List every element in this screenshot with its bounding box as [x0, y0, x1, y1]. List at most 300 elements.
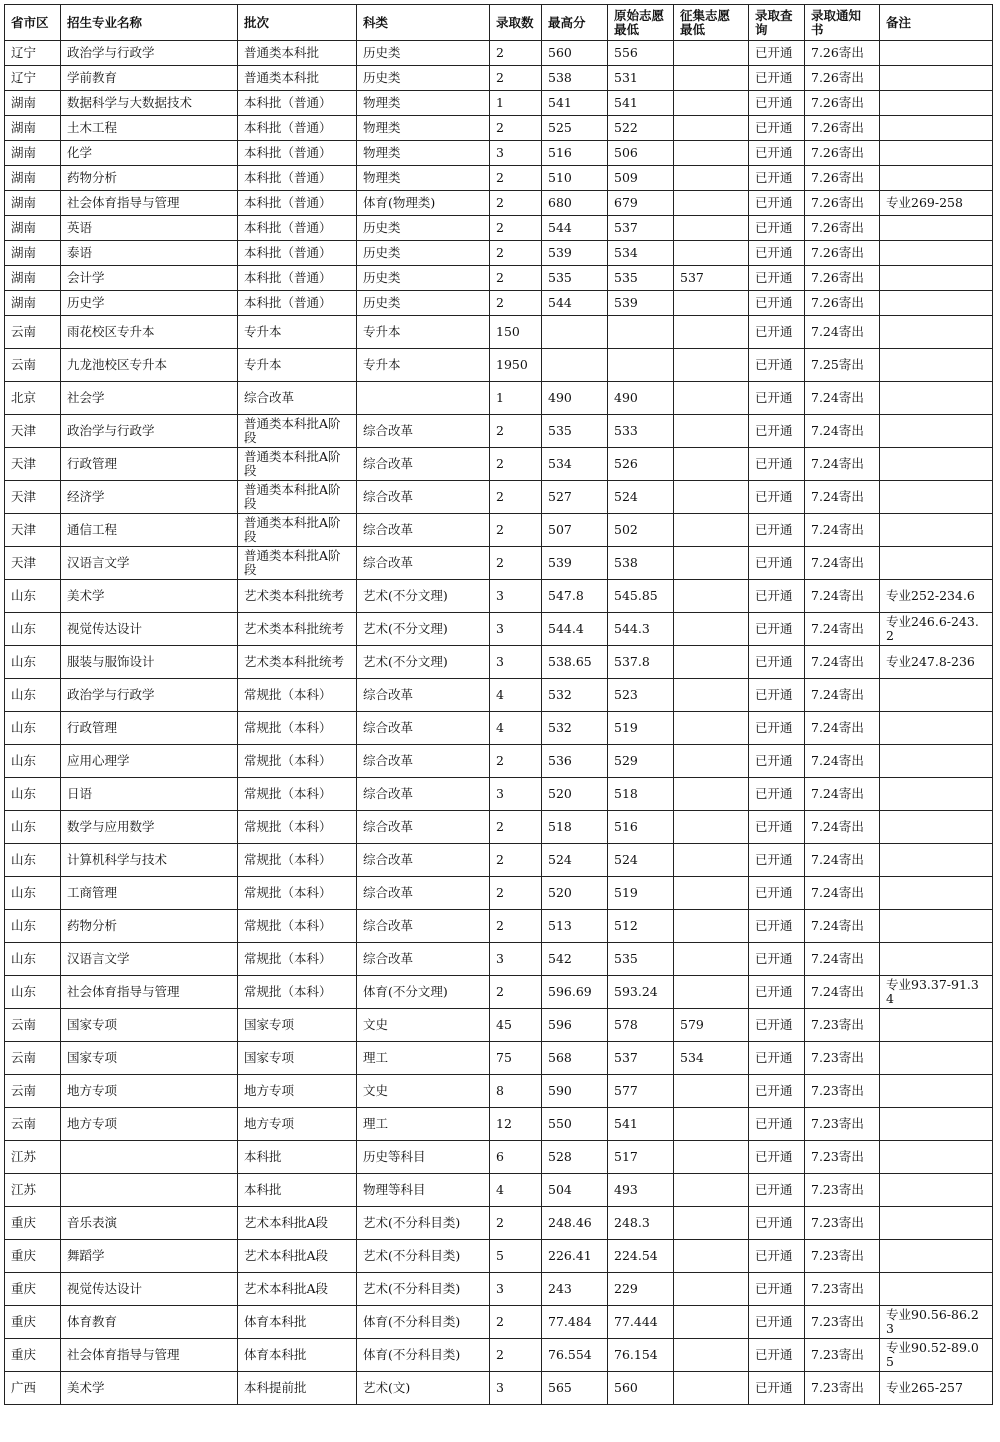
cell-query-status: 已开通 [749, 811, 805, 844]
table-row [5, 291, 993, 316]
header-remark: 备注 [880, 5, 993, 41]
cell-query-status: 已开通 [749, 943, 805, 976]
cell-supplementary-min [674, 191, 749, 216]
cell-max-score: 544.4 [542, 613, 608, 646]
header-major: 招生专业名称 [61, 5, 238, 41]
cell-notice-status: 7.24寄出 [805, 514, 880, 547]
cell-supplementary-min [674, 382, 749, 415]
cell-batch: 艺术类本科批统考 [238, 613, 357, 646]
table-row [5, 66, 993, 91]
cell-max-score: 516 [542, 141, 608, 166]
cell-province: 天津 [5, 547, 61, 580]
cell-supplementary-min [674, 1306, 749, 1339]
cell-batch: 常规批（本科） [238, 910, 357, 943]
cell-major: 体育教育 [61, 1306, 238, 1339]
cell-province: 山东 [5, 910, 61, 943]
table-row [5, 547, 993, 580]
table-row [5, 943, 993, 976]
cell-max-score: 568 [542, 1042, 608, 1075]
table-row [5, 811, 993, 844]
cell-province: 湖南 [5, 241, 61, 266]
cell-category: 历史类 [357, 291, 490, 316]
table-row [5, 481, 993, 514]
cell-remark: 专业246.6-243.2 [880, 613, 993, 646]
cell-notice-status: 7.26寄出 [805, 116, 880, 141]
cell-original-min: 524 [608, 844, 674, 877]
cell-query-status: 已开通 [749, 778, 805, 811]
cell-remark [880, 778, 993, 811]
cell-major: 药物分析 [61, 910, 238, 943]
cell-max-score: 528 [542, 1141, 608, 1174]
cell-max-score: 243 [542, 1273, 608, 1306]
cell-admitted: 2 [490, 844, 542, 877]
cell-major: 应用心理学 [61, 745, 238, 778]
cell-remark [880, 844, 993, 877]
cell-query-status: 已开通 [749, 1372, 805, 1405]
cell-notice-status: 7.26寄出 [805, 241, 880, 266]
cell-remark [880, 811, 993, 844]
cell-query-status: 已开通 [749, 1042, 805, 1075]
cell-admitted: 3 [490, 943, 542, 976]
cell-supplementary-min [674, 811, 749, 844]
cell-batch: 体育本科批 [238, 1306, 357, 1339]
cell-query-status: 已开通 [749, 349, 805, 382]
cell-max-score [542, 316, 608, 349]
cell-supplementary-min [674, 1273, 749, 1306]
cell-admitted: 1 [490, 91, 542, 116]
cell-major: 地方专项 [61, 1108, 238, 1141]
cell-query-status: 已开通 [749, 580, 805, 613]
cell-admitted: 8 [490, 1075, 542, 1108]
cell-supplementary-min [674, 448, 749, 481]
cell-supplementary-min [674, 116, 749, 141]
table-row [5, 679, 993, 712]
cell-major: 化学 [61, 141, 238, 166]
header-province: 省市区 [5, 5, 61, 41]
cell-max-score: 535 [542, 266, 608, 291]
cell-max-score: 507 [542, 514, 608, 547]
cell-admitted: 3 [490, 613, 542, 646]
cell-batch: 本科批（普通） [238, 241, 357, 266]
cell-original-min: 522 [608, 116, 674, 141]
cell-admitted: 3 [490, 1273, 542, 1306]
cell-original-min: 224.54 [608, 1240, 674, 1273]
table-row [5, 216, 993, 241]
cell-notice-status: 7.24寄出 [805, 316, 880, 349]
cell-remark [880, 1240, 993, 1273]
table-body [5, 41, 993, 1405]
cell-province: 湖南 [5, 191, 61, 216]
cell-original-min: 539 [608, 291, 674, 316]
cell-batch: 普通类本科批A阶段 [238, 514, 357, 547]
cell-max-score: 680 [542, 191, 608, 216]
cell-batch: 本科批 [238, 1174, 357, 1207]
cell-category: 物理类 [357, 91, 490, 116]
cell-notice-status: 7.26寄出 [805, 91, 880, 116]
cell-supplementary-min [674, 745, 749, 778]
cell-major: 汉语言文学 [61, 547, 238, 580]
cell-admitted: 2 [490, 166, 542, 191]
cell-category: 历史类 [357, 266, 490, 291]
cell-major: 汉语言文学 [61, 943, 238, 976]
cell-remark [880, 141, 993, 166]
cell-max-score: 550 [542, 1108, 608, 1141]
cell-supplementary-min: 534 [674, 1042, 749, 1075]
cell-original-min: 502 [608, 514, 674, 547]
cell-province: 山东 [5, 811, 61, 844]
cell-province: 山东 [5, 943, 61, 976]
cell-category: 历史类 [357, 216, 490, 241]
cell-batch: 专升本 [238, 349, 357, 382]
cell-original-min: 556 [608, 41, 674, 66]
cell-major: 数据科学与大数据技术 [61, 91, 238, 116]
cell-notice-status: 7.24寄出 [805, 448, 880, 481]
cell-remark: 专业252-234.6 [880, 580, 993, 613]
header-query-status: 录取查询 [749, 5, 805, 41]
cell-remark [880, 448, 993, 481]
cell-major: 行政管理 [61, 712, 238, 745]
table-row [5, 778, 993, 811]
cell-notice-status: 7.23寄出 [805, 1141, 880, 1174]
cell-max-score: 538.65 [542, 646, 608, 679]
cell-admitted: 75 [490, 1042, 542, 1075]
cell-notice-status: 7.23寄出 [805, 1240, 880, 1273]
cell-batch: 综合改革 [238, 382, 357, 415]
cell-max-score: 544 [542, 216, 608, 241]
cell-supplementary-min [674, 1108, 749, 1141]
cell-notice-status: 7.24寄出 [805, 679, 880, 712]
cell-max-score: 544 [542, 291, 608, 316]
table-row [5, 1042, 993, 1075]
cell-supplementary-min [674, 66, 749, 91]
cell-admitted: 2 [490, 266, 542, 291]
cell-province: 湖南 [5, 266, 61, 291]
cell-original-min: 516 [608, 811, 674, 844]
cell-major: 社会体育指导与管理 [61, 1339, 238, 1372]
cell-supplementary-min [674, 877, 749, 910]
cell-admitted: 2 [490, 745, 542, 778]
cell-query-status: 已开通 [749, 291, 805, 316]
cell-max-score: 590 [542, 1075, 608, 1108]
cell-original-min: 518 [608, 778, 674, 811]
cell-category: 文史 [357, 1075, 490, 1108]
table-row [5, 141, 993, 166]
cell-category: 理工 [357, 1108, 490, 1141]
table-row [5, 316, 993, 349]
cell-major: 会计学 [61, 266, 238, 291]
cell-remark [880, 745, 993, 778]
cell-supplementary-min [674, 349, 749, 382]
cell-supplementary-min [674, 712, 749, 745]
table-row [5, 580, 993, 613]
cell-province: 辽宁 [5, 41, 61, 66]
cell-province: 江苏 [5, 1174, 61, 1207]
table-row [5, 1240, 993, 1273]
cell-province: 辽宁 [5, 66, 61, 91]
cell-province: 江苏 [5, 1141, 61, 1174]
cell-province: 湖南 [5, 216, 61, 241]
cell-major: 行政管理 [61, 448, 238, 481]
cell-province: 山东 [5, 580, 61, 613]
table-row [5, 415, 993, 448]
cell-major [61, 1174, 238, 1207]
cell-notice-status: 7.24寄出 [805, 382, 880, 415]
cell-batch: 体育本科批 [238, 1339, 357, 1372]
cell-admitted: 2 [490, 191, 542, 216]
cell-remark [880, 116, 993, 141]
cell-max-score: 539 [542, 241, 608, 266]
cell-query-status: 已开通 [749, 316, 805, 349]
cell-max-score: 536 [542, 745, 608, 778]
cell-admitted: 2 [490, 910, 542, 943]
cell-province: 云南 [5, 1075, 61, 1108]
cell-admitted: 1 [490, 382, 542, 415]
cell-category: 艺术(不分文理) [357, 613, 490, 646]
cell-province: 湖南 [5, 116, 61, 141]
cell-category: 综合改革 [357, 778, 490, 811]
cell-notice-status: 7.24寄出 [805, 646, 880, 679]
cell-original-min: 541 [608, 91, 674, 116]
cell-notice-status: 7.24寄出 [805, 547, 880, 580]
cell-province: 重庆 [5, 1207, 61, 1240]
cell-province: 云南 [5, 349, 61, 382]
cell-admitted: 2 [490, 481, 542, 514]
cell-batch: 地方专项 [238, 1108, 357, 1141]
cell-batch: 常规批（本科） [238, 943, 357, 976]
cell-supplementary-min [674, 910, 749, 943]
cell-max-score: 77.484 [542, 1306, 608, 1339]
cell-notice-status: 7.23寄出 [805, 1339, 880, 1372]
cell-admitted: 2 [490, 877, 542, 910]
cell-original-min: 529 [608, 745, 674, 778]
cell-admitted: 2 [490, 216, 542, 241]
cell-notice-status: 7.23寄出 [805, 1372, 880, 1405]
cell-notice-status: 7.23寄出 [805, 1009, 880, 1042]
cell-max-score: 538 [542, 66, 608, 91]
table-row [5, 1339, 993, 1372]
cell-supplementary-min: 579 [674, 1009, 749, 1042]
cell-original-min: 534 [608, 241, 674, 266]
cell-category: 综合改革 [357, 877, 490, 910]
cell-province: 云南 [5, 1042, 61, 1075]
cell-major: 数学与应用数学 [61, 811, 238, 844]
cell-query-status: 已开通 [749, 382, 805, 415]
cell-category: 专升本 [357, 349, 490, 382]
cell-major [61, 1141, 238, 1174]
cell-max-score: 524 [542, 844, 608, 877]
cell-admitted: 2 [490, 241, 542, 266]
cell-batch: 本科批（普通） [238, 91, 357, 116]
table-row [5, 1009, 993, 1042]
cell-notice-status: 7.26寄出 [805, 191, 880, 216]
cell-notice-status: 7.24寄出 [805, 745, 880, 778]
cell-category: 历史等科目 [357, 1141, 490, 1174]
cell-major: 经济学 [61, 481, 238, 514]
cell-admitted: 6 [490, 1141, 542, 1174]
cell-province: 天津 [5, 415, 61, 448]
cell-notice-status: 7.26寄出 [805, 41, 880, 66]
cell-province: 湖南 [5, 91, 61, 116]
cell-category: 综合改革 [357, 679, 490, 712]
cell-category [357, 382, 490, 415]
cell-query-status: 已开通 [749, 166, 805, 191]
cell-major: 视觉传达设计 [61, 1273, 238, 1306]
cell-category: 艺术(不分文理) [357, 646, 490, 679]
cell-batch: 艺术类本科批统考 [238, 646, 357, 679]
cell-query-status: 已开通 [749, 646, 805, 679]
header-notice-status: 录取通知书 [805, 5, 880, 41]
table-row [5, 1372, 993, 1405]
cell-notice-status: 7.25寄出 [805, 349, 880, 382]
cell-remark [880, 241, 993, 266]
cell-category: 综合改革 [357, 943, 490, 976]
cell-original-min: 538 [608, 547, 674, 580]
cell-max-score: 525 [542, 116, 608, 141]
cell-category: 综合改革 [357, 481, 490, 514]
cell-supplementary-min [674, 1174, 749, 1207]
cell-max-score: 547.8 [542, 580, 608, 613]
cell-province: 山东 [5, 877, 61, 910]
table-row [5, 116, 993, 141]
cell-major: 日语 [61, 778, 238, 811]
cell-supplementary-min [674, 415, 749, 448]
cell-batch: 普通类本科批 [238, 41, 357, 66]
cell-category: 综合改革 [357, 712, 490, 745]
cell-batch: 常规批（本科） [238, 976, 357, 1009]
cell-major: 学前教育 [61, 66, 238, 91]
cell-query-status: 已开通 [749, 66, 805, 91]
cell-remark: 专业265-257 [880, 1372, 993, 1405]
cell-max-score: 504 [542, 1174, 608, 1207]
cell-province: 山东 [5, 646, 61, 679]
cell-category: 历史类 [357, 41, 490, 66]
cell-max-score: 565 [542, 1372, 608, 1405]
table-row [5, 382, 993, 415]
cell-supplementary-min [674, 514, 749, 547]
cell-category: 文史 [357, 1009, 490, 1042]
cell-max-score: 541 [542, 91, 608, 116]
cell-province: 湖南 [5, 141, 61, 166]
cell-major: 药物分析 [61, 166, 238, 191]
cell-supplementary-min [674, 580, 749, 613]
cell-supplementary-min [674, 91, 749, 116]
table-row [5, 1174, 993, 1207]
cell-original-min: 490 [608, 382, 674, 415]
cell-query-status: 已开通 [749, 613, 805, 646]
cell-original-min: 537.8 [608, 646, 674, 679]
cell-query-status: 已开通 [749, 712, 805, 745]
table-row [5, 745, 993, 778]
cell-query-status: 已开通 [749, 679, 805, 712]
cell-admitted: 2 [490, 291, 542, 316]
cell-batch: 本科提前批 [238, 1372, 357, 1405]
cell-notice-status: 7.23寄出 [805, 1207, 880, 1240]
cell-admitted: 2 [490, 1339, 542, 1372]
cell-category: 艺术(不分文理) [357, 580, 490, 613]
cell-original-min: 229 [608, 1273, 674, 1306]
cell-supplementary-min [674, 547, 749, 580]
table-row [5, 646, 993, 679]
cell-batch: 普通类本科批A阶段 [238, 448, 357, 481]
cell-major: 通信工程 [61, 514, 238, 547]
cell-admitted: 2 [490, 41, 542, 66]
cell-original-min: 512 [608, 910, 674, 943]
cell-supplementary-min [674, 943, 749, 976]
cell-category: 物理类 [357, 141, 490, 166]
cell-remark: 专业90.52-89.05 [880, 1339, 993, 1372]
cell-admitted: 3 [490, 1372, 542, 1405]
cell-province: 云南 [5, 1108, 61, 1141]
cell-original-min: 526 [608, 448, 674, 481]
cell-query-status: 已开通 [749, 1009, 805, 1042]
table-row [5, 514, 993, 547]
cell-original-min: 541 [608, 1108, 674, 1141]
table-row [5, 712, 993, 745]
cell-max-score: 596.69 [542, 976, 608, 1009]
cell-notice-status: 7.23寄出 [805, 1273, 880, 1306]
cell-supplementary-min [674, 241, 749, 266]
cell-major: 政治学与行政学 [61, 41, 238, 66]
cell-province: 重庆 [5, 1306, 61, 1339]
cell-query-status: 已开通 [749, 976, 805, 1009]
cell-admitted: 150 [490, 316, 542, 349]
cell-major: 历史学 [61, 291, 238, 316]
cell-max-score: 596 [542, 1009, 608, 1042]
cell-batch: 艺术类本科批统考 [238, 580, 357, 613]
cell-batch: 普通类本科批A阶段 [238, 547, 357, 580]
cell-supplementary-min [674, 613, 749, 646]
header-supplementary-min: 征集志愿最低 [674, 5, 749, 41]
cell-query-status: 已开通 [749, 547, 805, 580]
cell-batch: 常规批（本科） [238, 811, 357, 844]
cell-province: 重庆 [5, 1339, 61, 1372]
cell-admitted: 2 [490, 415, 542, 448]
cell-remark [880, 66, 993, 91]
cell-remark [880, 91, 993, 116]
cell-query-status: 已开通 [749, 514, 805, 547]
cell-notice-status: 7.26寄出 [805, 166, 880, 191]
cell-admitted: 4 [490, 712, 542, 745]
cell-remark [880, 216, 993, 241]
cell-batch: 本科批（普通） [238, 141, 357, 166]
cell-original-min: 535 [608, 943, 674, 976]
table-row [5, 976, 993, 1009]
cell-province: 重庆 [5, 1273, 61, 1306]
cell-remark: 专业93.37-91.34 [880, 976, 993, 1009]
cell-supplementary-min [674, 646, 749, 679]
cell-admitted: 2 [490, 547, 542, 580]
cell-category: 综合改革 [357, 514, 490, 547]
table-row [5, 1108, 993, 1141]
cell-batch: 常规批（本科） [238, 712, 357, 745]
table-row [5, 1075, 993, 1108]
cell-major: 泰语 [61, 241, 238, 266]
cell-query-status: 已开通 [749, 1141, 805, 1174]
cell-notice-status: 7.24寄出 [805, 910, 880, 943]
cell-supplementary-min [674, 679, 749, 712]
cell-category: 物理类 [357, 166, 490, 191]
cell-supplementary-min [674, 291, 749, 316]
table-row [5, 910, 993, 943]
cell-max-score: 226.41 [542, 1240, 608, 1273]
cell-original-min: 77.444 [608, 1306, 674, 1339]
cell-batch: 专升本 [238, 316, 357, 349]
cell-admitted: 5 [490, 1240, 542, 1273]
cell-batch: 国家专项 [238, 1042, 357, 1075]
cell-max-score: 76.554 [542, 1339, 608, 1372]
cell-province: 广西 [5, 1372, 61, 1405]
cell-category: 综合改革 [357, 448, 490, 481]
